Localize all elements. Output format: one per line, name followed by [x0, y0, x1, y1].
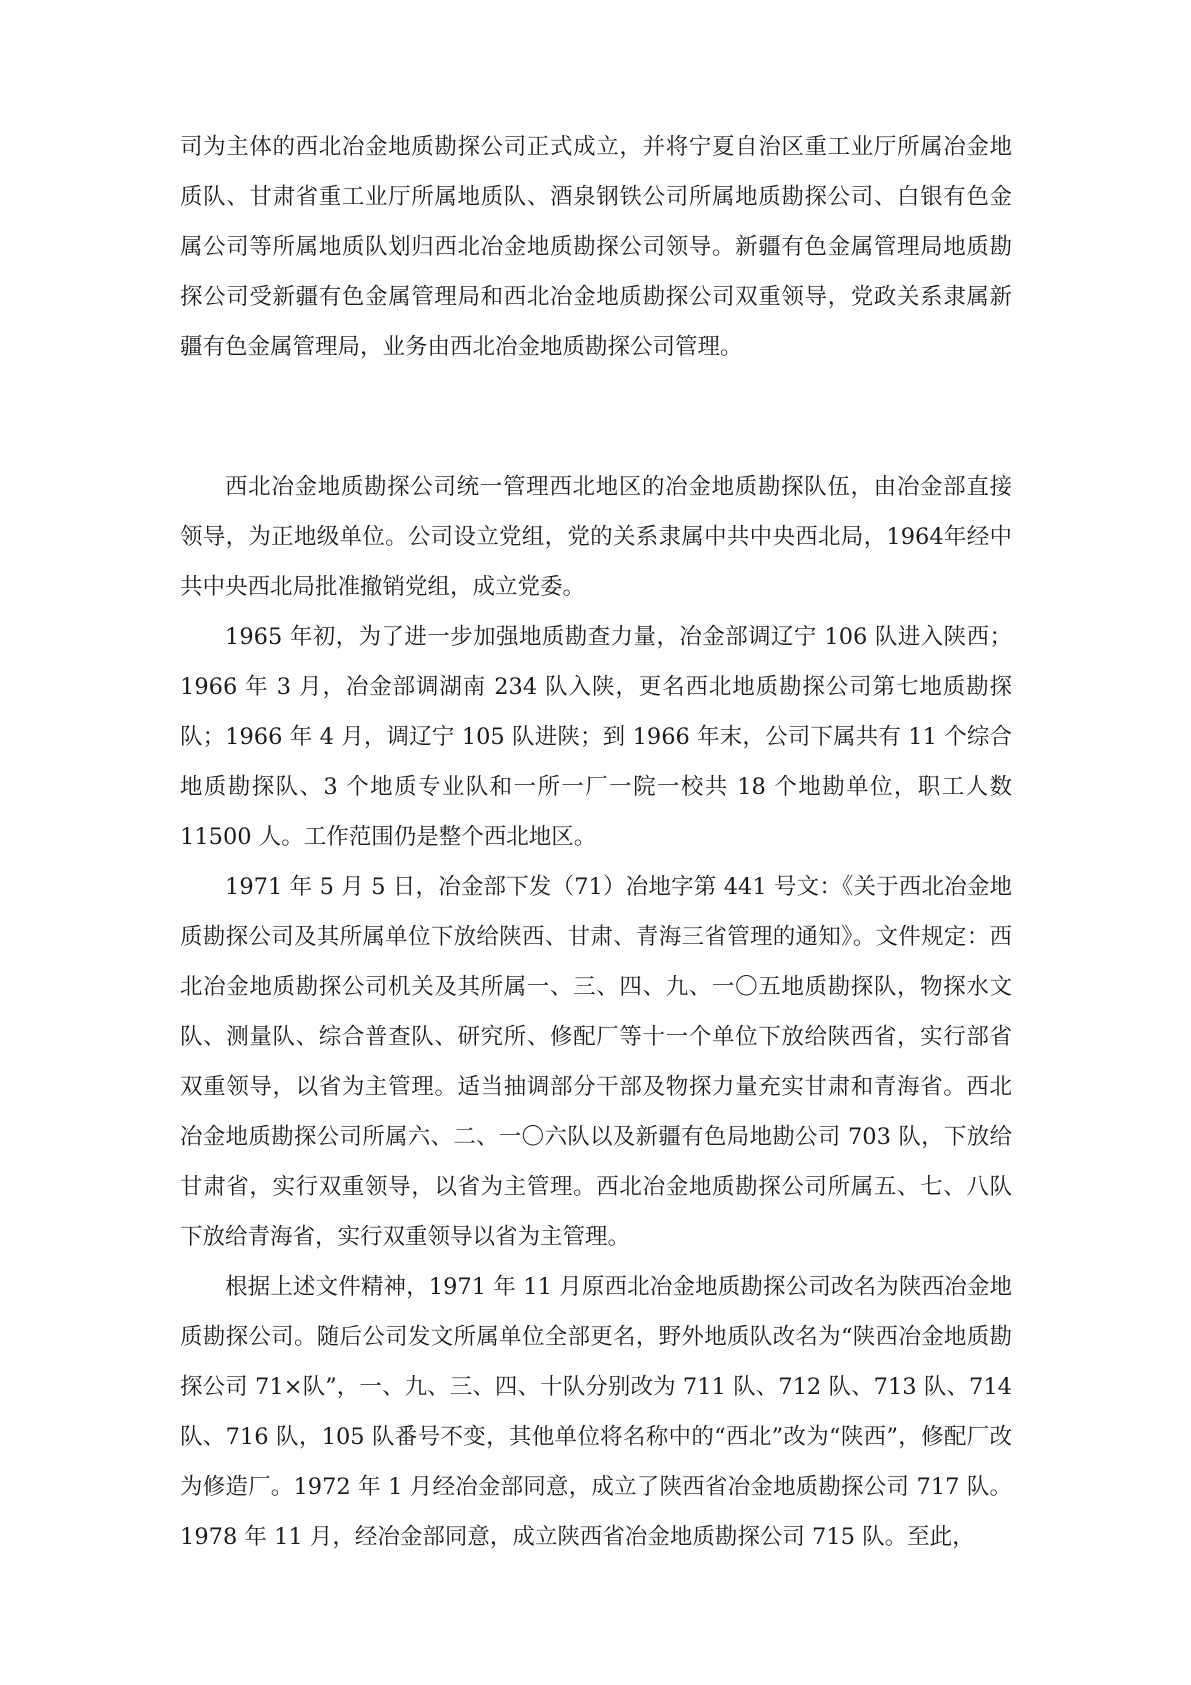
paragraph: 1965 年初，为了进一步加强地质勘查力量，冶金部调辽宁 106 队进入陕西；1966 年 3 月，冶金部调湖南 234 队入陕，更名西北地质勘探公司第七地质勘探队；1966 年 4 月，调辽宁 105 队进陕；到 1966 年末，公司下属共有 11 个综合地质勘探队、3 个地质专业队和一所一厂一院一校共 18 个地勘单位，职工人数 11500 人。工作范围仍是整个西北地区。	[180, 624, 1012, 850]
text-section-top	[180, 122, 1012, 372]
paragraph: 根据上述文件精神，1971 年 11 月原西北冶金地质勘探公司改名为陕西冶金地质勘探公司。随后公司发文所属单位全部更名，野外地质队改名为“陕西冶金地质勘探公司 71×队”，一、九、三、四、十队分别改为 711 队、712 队、713 队、714 队、716 队，105 队番号不变，其他单位将名称中的“西北”改为“陕西”，修配厂改为修造厂。1972 年 1 月经冶金部同意，成立了陕西省冶金地质勘探公司 717 队。1978 年 11 月，经冶金部同意，成立陕西省冶金地质勘探公司 715 队。至此，	[180, 1274, 1012, 1550]
paragraph: 西北冶金地质勘探公司统一管理西北地区的冶金地质勘探队伍，由冶金部直接领导，为正地级单位。公司设立党组，党的关系隶属中共中央西北局，1964年经中共中央西北局批准撤销党组，成立党委。	[180, 474, 1012, 600]
text-section-bottom	[180, 462, 1012, 1562]
paragraph: 司为主体的西北冶金地质勘探公司正式成立，并将宁夏自治区重工业厅所属冶金地质队、甘肃省重工业厅所属地质队、酒泉钢铁公司所属地质勘探公司、白银有色金属公司等所属地质队划归西北冶金地质勘探公司领导。新疆有色金属管理局地质勘探公司受新疆有色金属管理局和西北冶金地质勘探公司双重领导，党政关系隶属新疆有色金属管理局，业务由西北冶金地质勘探公司管理。	[180, 134, 1012, 360]
paragraph: 1971 年 5 月 5 日，冶金部下发（71）冶地字第 441 号文：《关于西北冶金地质勘探公司及其所属单位下放给陕西、甘肃、青海三省管理的通知》。文件规定：西北冶金地质勘探公司机关及其所属一、三、四、九、一〇五地质勘探队，物探水文队、测量队、综合普查队、研究所、修配厂等十一个单位下放给陕西省，实行部省双重领导，以省为主管理。适当抽调部分干部及物探力量充实甘肃和青海省。西北冶金地质勘探公司所属六、二、一〇六队以及新疆有色局地勘公司 703 队，下放给甘肃省，实行双重领导，以省为主管理。西北冶金地质勘探公司所属五、七、八队下放给青海省，实行双重领导以省为主管理。	[180, 874, 1012, 1250]
